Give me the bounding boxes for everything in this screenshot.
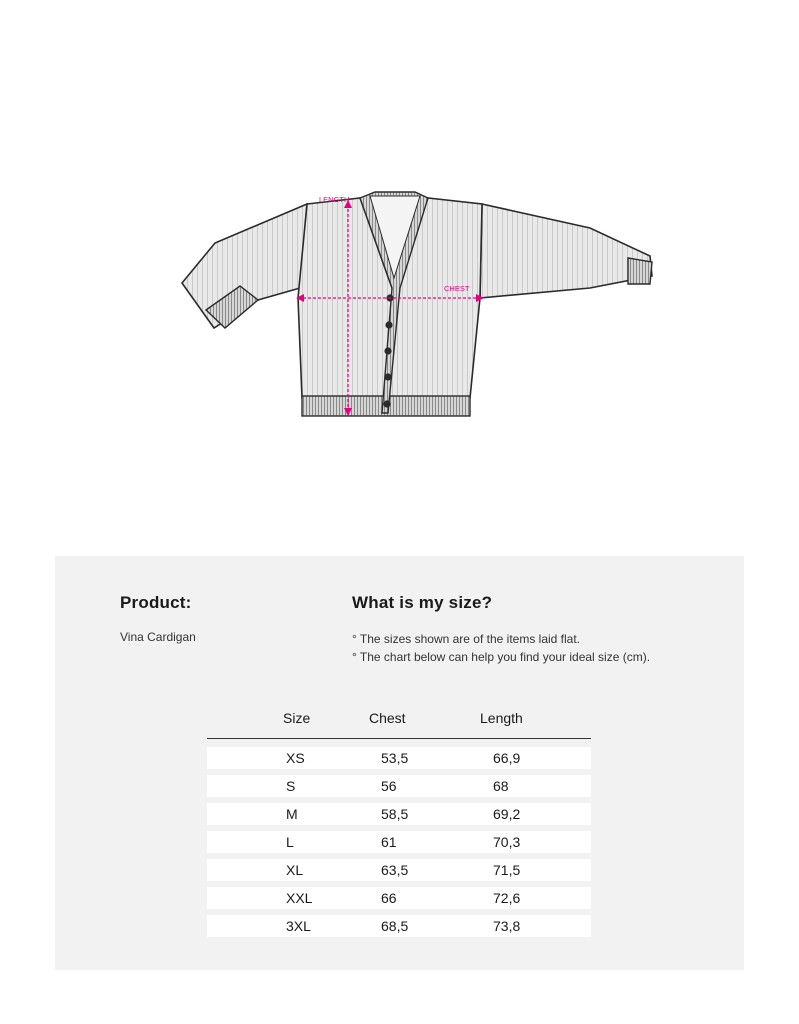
length-cell: 72,6 [493, 890, 521, 906]
length-cell: 70,3 [493, 834, 521, 850]
header-length: Length [480, 710, 523, 726]
size-cell: M [286, 806, 298, 822]
length-cell: 69,2 [493, 806, 521, 822]
header-chest: Chest [369, 710, 406, 726]
size-cell: XS [286, 750, 305, 766]
table-row [207, 859, 591, 881]
length-label: LENGTH [319, 195, 350, 204]
table-row [207, 803, 591, 825]
chest-cell: 66 [381, 890, 397, 906]
header-size: Size [283, 710, 311, 726]
cardigan-illustration [170, 188, 670, 428]
right-cuff [628, 258, 652, 284]
size-cell: XXL [286, 890, 313, 906]
note-line: ° The chart below can help you find your ideal size (cm). [352, 650, 651, 664]
table-row [207, 887, 591, 909]
size-cell: XL [286, 862, 304, 878]
length-cell: 68 [493, 778, 509, 794]
table-header [207, 708, 591, 739]
chest-cell: 56 [381, 778, 397, 794]
size-cell: S [286, 778, 296, 794]
table-row [207, 747, 591, 769]
chest-cell: 58,5 [381, 806, 409, 822]
chest-label: CHEST [444, 284, 470, 293]
table-body [207, 747, 591, 937]
chest-cell: 53,5 [381, 750, 409, 766]
size-table [207, 708, 591, 943]
size-cell: 3XL [286, 918, 311, 934]
size-heading: What is my size? [352, 593, 493, 612]
note-line: ° The sizes shown are of the items laid flat. [352, 632, 581, 646]
table-row [207, 831, 591, 853]
chest-cell: 61 [381, 834, 397, 850]
chest-cell: 63,5 [381, 862, 409, 878]
length-cell: 66,9 [493, 750, 521, 766]
table-row [207, 915, 591, 937]
size-cell: L [286, 834, 294, 850]
product-name: Vina Cardigan [120, 630, 196, 644]
length-cell: 73,8 [493, 918, 521, 934]
length-cell: 71,5 [493, 862, 521, 878]
size-info-panel [55, 556, 744, 970]
table-row [207, 775, 591, 797]
chest-cell: 68,5 [381, 918, 409, 934]
product-heading: Product: [120, 593, 192, 612]
right-sleeve [480, 204, 652, 298]
size-notes [352, 630, 650, 666]
